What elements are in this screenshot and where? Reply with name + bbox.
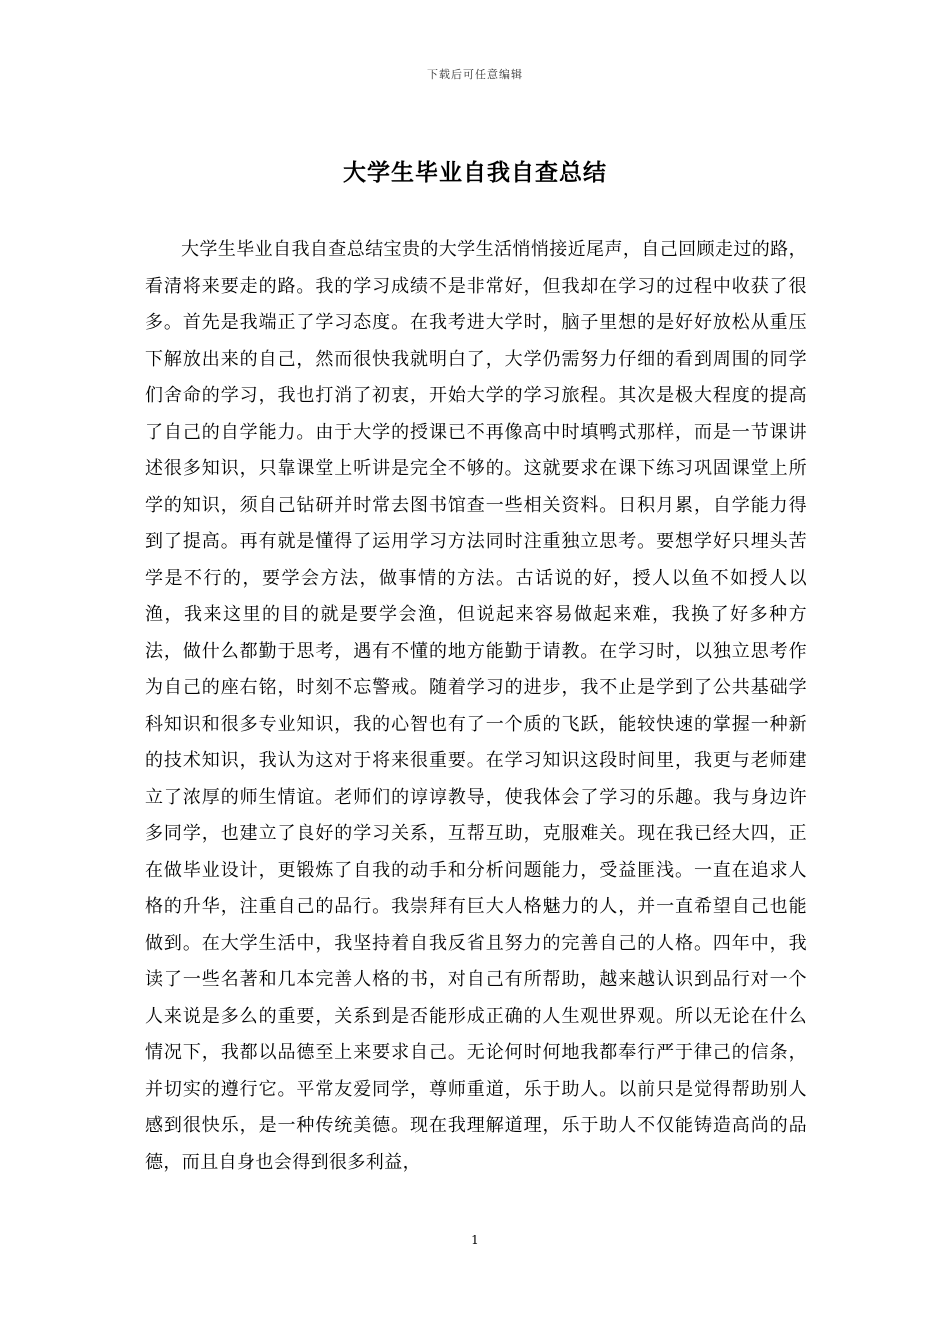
document-body-paragraph: 大学生毕业自我自查总结宝贵的大学生活悄悄接近尾声，自己回顾走过的路，看清将来要走的路。我的学习成绩不是非常好，但我却在学习的过程中收获了很多。首先是我端正了学习态度。在我考进大学时，脑子里想的是好好放松从重压下解放出来的自己，然而很快我就明白了，大学仍需努力仔细的看到周围的同学们舍命的学习，我也打消了初衷，开始大学的学习旅程。其次是极大程度的提高了自己的自学能力。由于大学的授课已不再像高中时填鸭式那样，而是一节课讲述很多知识，只靠课堂上听讲是完全不够的。这就要求在课下练习巩固课堂上所学的知识，须自己钻研并时常去图书馆查一些相关资料。日积月累，自学能力得到了提高。再有就是懂得了运用学习方法同时注重独立思考。要想学好只埋头苦学是不行的，要学会方法，做事情的方法。古话说的好，授人以鱼不如授人以渔，我来这里的目的就是要学会渔，但说起来容易做起来难，我换了好多种方法，做什么都勤于思考，遇有不懂的地方能勤于请教。在学习时，以独立思考作为自己的座右铭，时刻不忘警戒。随着学习的进步，我不止是学到了公共基础学科知识和很多专业知识，我的心智也有了一个质的飞跃，能较快速的掌握一种新的技术知识，我认为这对于将来很重要。在学习知识这段时间里，我更与老师建立了浓厚的师生情谊。老师们的谆谆教导，使我体会了学习的乐趣。我与身边许多同学，也建立了良好的学习关系，互帮互助，克服难关。现在我已经大四，正在做毕业设计，更锻炼了自我的动手和分析问题能力，受益匪浅。一直在追求人格的升华，注重自己的品行。我崇拜有巨大人格魅力的人，并一直希望自己也能做到。在大学生活中，我坚持着自我反省且努力的完善自己的人格。四年中，我读了一些名著和几本完善人格的书，对自己有所帮助，越来越认识到品行对一个人来说是多么的重要，关系到是否能形成正确的人生观世界观。所以无论在什么情况下，我都以品德至上来要求自己。无论何时何地我都奉行严于律己的信条，并切实的遵行它。平常友爱同学，尊师重道，乐于助人。以前只是觉得帮助别人感到很快乐，是一种传统美德。现在我理解道理，乐于助人不仅能铸造高尚的品德，而且自身也会得到很多利益， <box>145 239 807 1173</box>
page-header-note: 下载后可任意编辑 <box>427 68 523 81</box>
document-title: 大学生毕业自我自查总结 <box>343 160 607 186</box>
page-number: 1 <box>471 1233 479 1247</box>
